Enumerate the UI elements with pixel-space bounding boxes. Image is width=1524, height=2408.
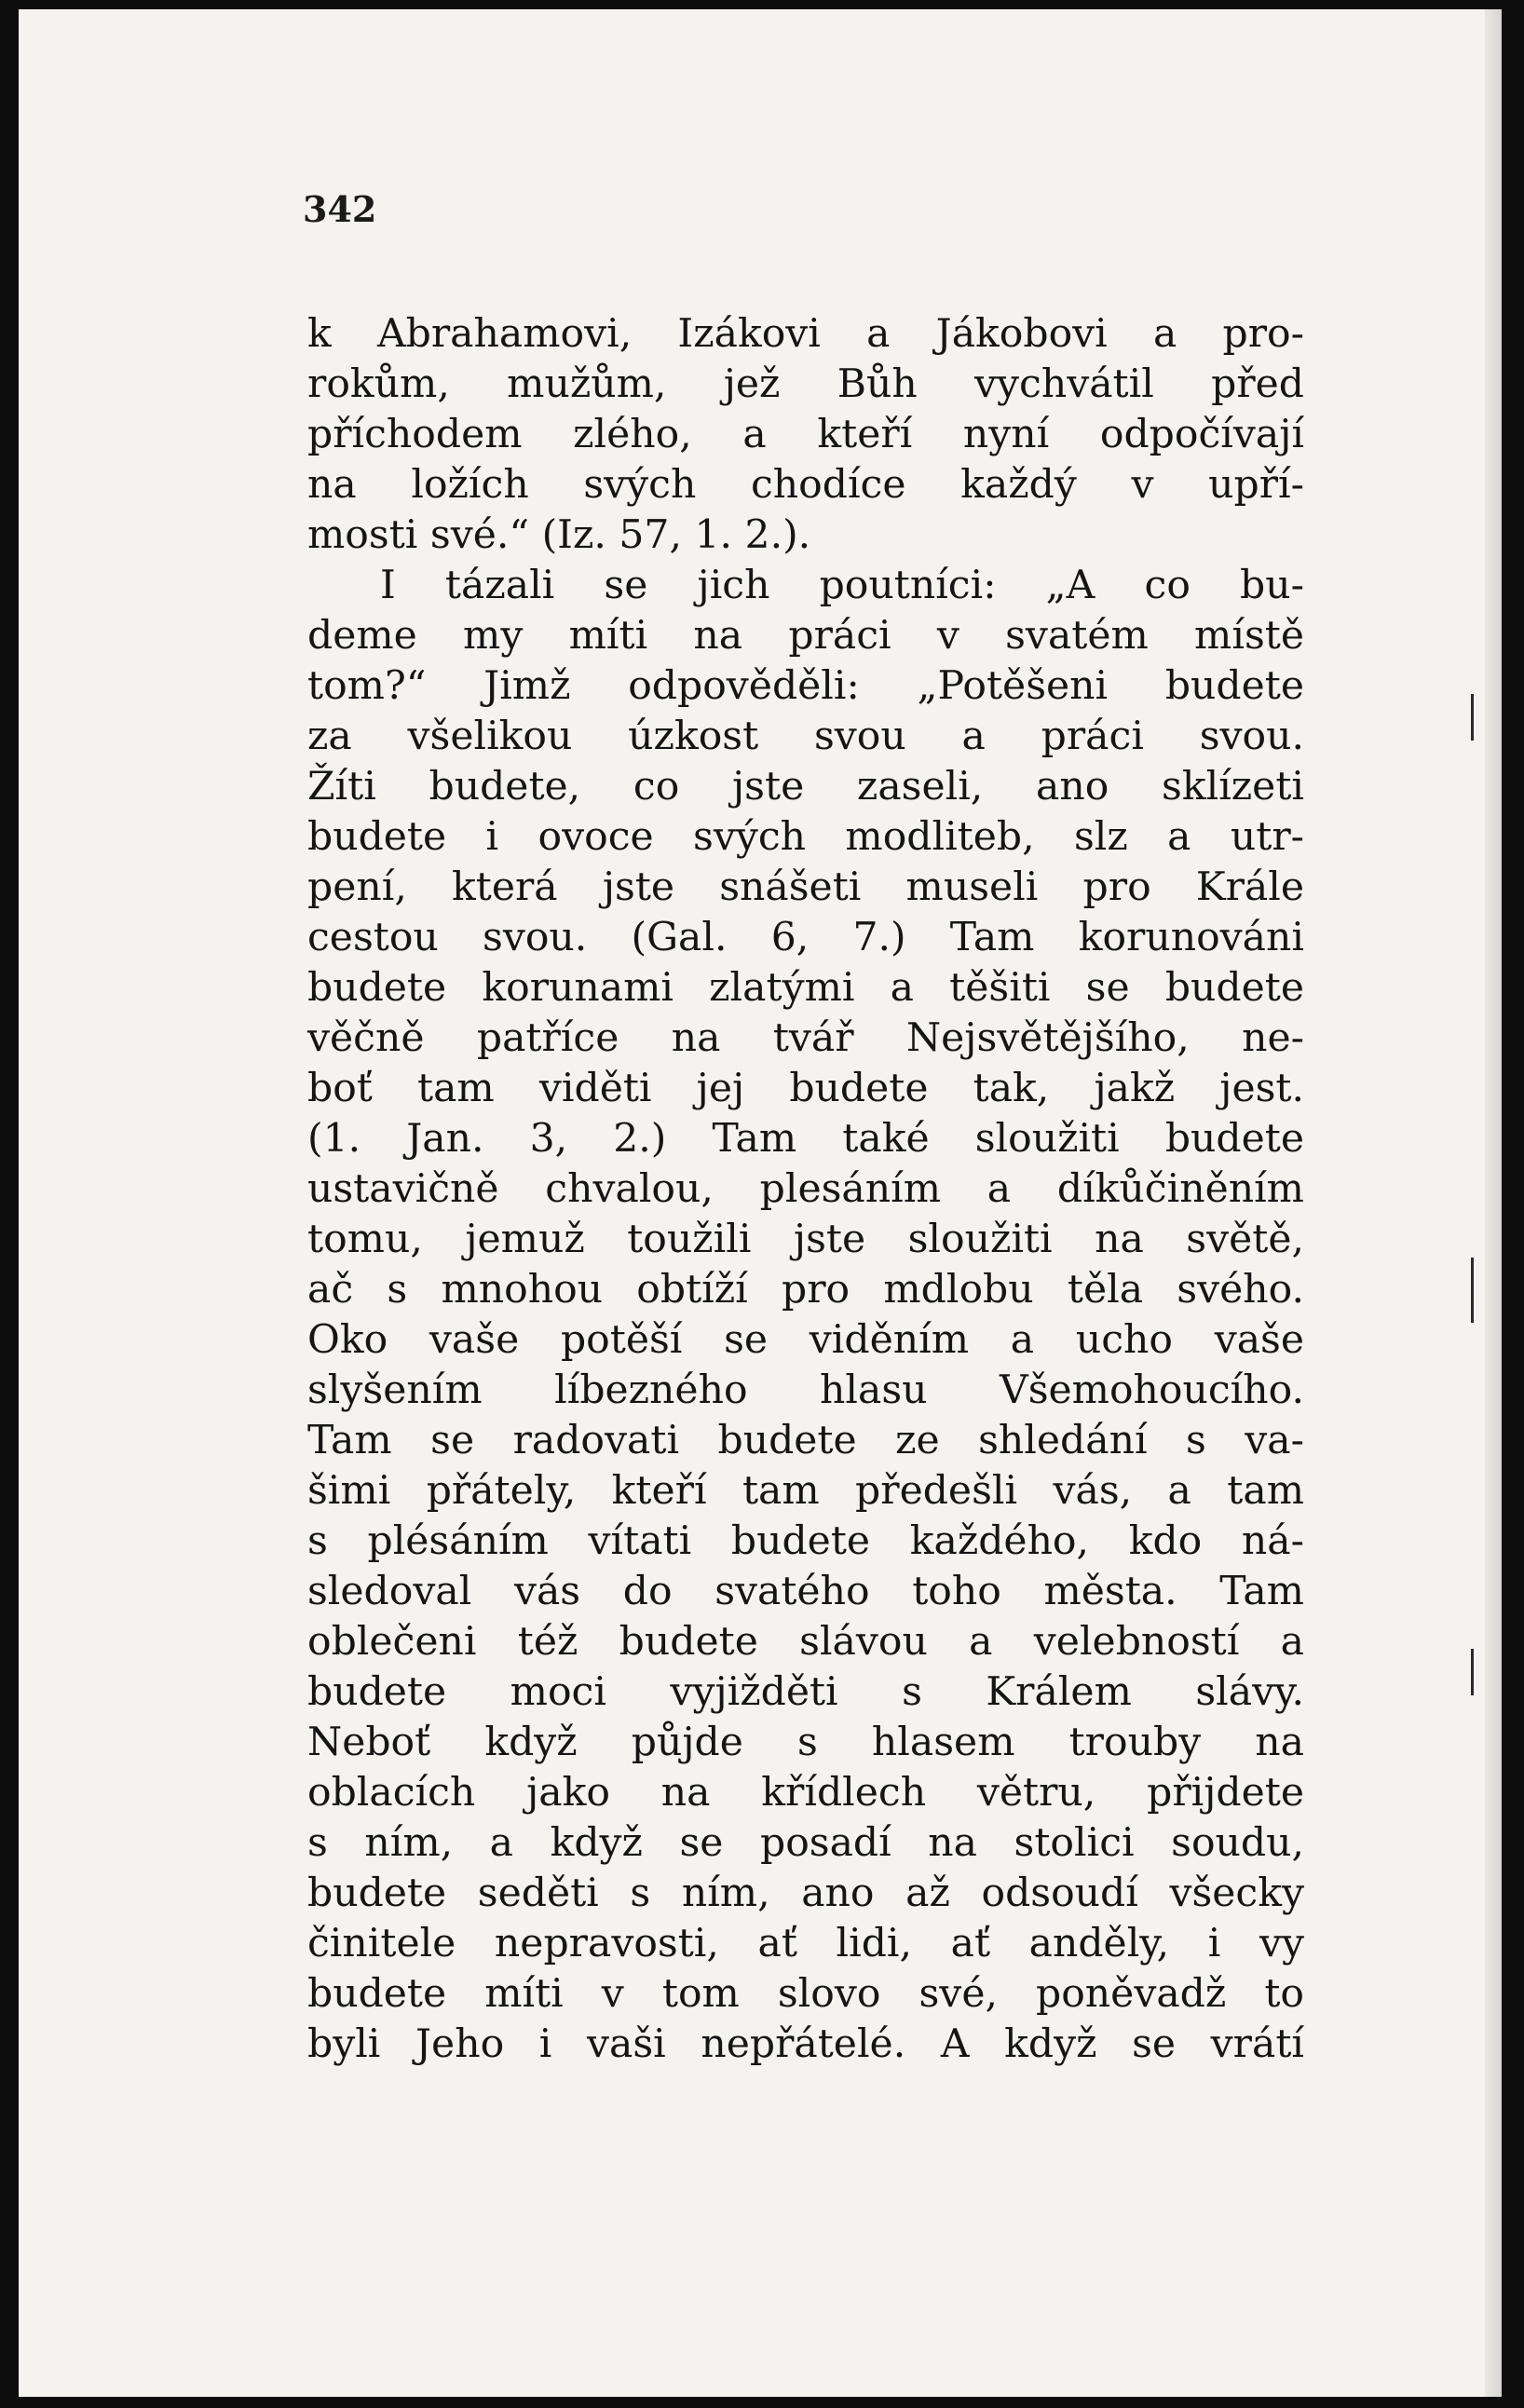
text-line: ustavičně chvalou, plesáním a díkůčiněním (307, 1166, 1304, 1212)
text-line: oblečeni též budete slávou a velebností a (307, 1619, 1304, 1665)
text-line: příchodem zlého, a kteří nyní odpočívají (307, 412, 1304, 457)
text-line: na ložích svých chodíce každý v upří- (307, 462, 1304, 508)
text-line: deme my míti na práci v svatém místě (307, 613, 1304, 659)
text-line: tom?“ Jimž odpověděli: „Potěšeni budete (307, 663, 1304, 709)
text-line: budete míti v tom slovo své, poněvadž to (307, 1971, 1304, 2017)
text-line: tomu, jemuž toužili jste sloužiti na světě, (307, 1217, 1304, 1262)
edge-mark (1471, 1258, 1474, 1323)
text-line: sledoval vás do svatého toho města. Tam (307, 1569, 1304, 1614)
text-line: boť tam viděti jej budete tak, jakž jest. (307, 1066, 1304, 1111)
edge-mark (1471, 1649, 1474, 1695)
text-line: budete korunami zlatými a těšiti se budete (307, 965, 1304, 1011)
body-text (307, 309, 1304, 2070)
book-page (19, 9, 1502, 2397)
text-line: Tam se radovati budete ze shledání s va- (307, 1418, 1304, 1463)
text-line: (1. Jan. 3, 2.) Tam také sloužiti budete (307, 1116, 1304, 1162)
text-line: oblacích jako na křídlech větru, přijdete (307, 1770, 1304, 1816)
text-line: za všelikou úzkost svou a práci svou. (307, 714, 1304, 759)
text-line: Neboť když půjde s hlasem trouby na (307, 1720, 1304, 1765)
text-line: pení, která jste snášeti museli pro Krále (307, 864, 1304, 910)
text-line: Žíti budete, co jste zaseli, ano sklízeti (307, 764, 1304, 809)
text-line: budete moci vyjižděti s Králem slávy. (307, 1669, 1304, 1715)
text-line: budete seděti s ním, ano až odsoudí všecky (307, 1871, 1304, 1916)
text-line: s plésáním vítati budete každého, kdo ná- (307, 1518, 1304, 1564)
text-line: k Abrahamovi, Izákovi a Jákobovi a pro- (307, 311, 1304, 357)
text-line: I tázali se jich poutníci: „A co bu- (380, 563, 1304, 608)
text-line: cestou svou. (Gal. 6, 7.) Tam korunováni (307, 915, 1304, 960)
text-line: Oko vaše potěší se viděním a ucho vaše (307, 1317, 1304, 1363)
text-line: činitele nepravosti, ať lidi, ať anděly, i vy (307, 1921, 1304, 1966)
text-line: věčně patříce na tvář Nejsvětějšího, ne- (307, 1015, 1304, 1061)
text-line: byli Jeho i vaši nepřátelé. A když se vrátí (307, 2021, 1304, 2067)
text-line: rokům, mužům, jež Bůh vychvátil před (307, 361, 1304, 407)
text-line: slyšením líbezného hlasu Všemohoucího. (307, 1367, 1304, 1413)
edge-mark (1471, 694, 1474, 741)
page-edge (1485, 9, 1502, 2397)
text-line: budete i ovoce svých modliteb, slz a utr- (307, 814, 1304, 860)
text-line: šimi přátely, kteří tam předešli vás, a tam (307, 1468, 1304, 1514)
page-number: 342 (303, 188, 377, 230)
text-line: ač s mnohou obtíží pro mdlobu těla svého. (307, 1267, 1304, 1313)
text-line: mosti své.“ (Iz. 57, 1. 2.). (307, 512, 811, 558)
text-line: s ním, a když se posadí na stolici soudu, (307, 1820, 1304, 1866)
